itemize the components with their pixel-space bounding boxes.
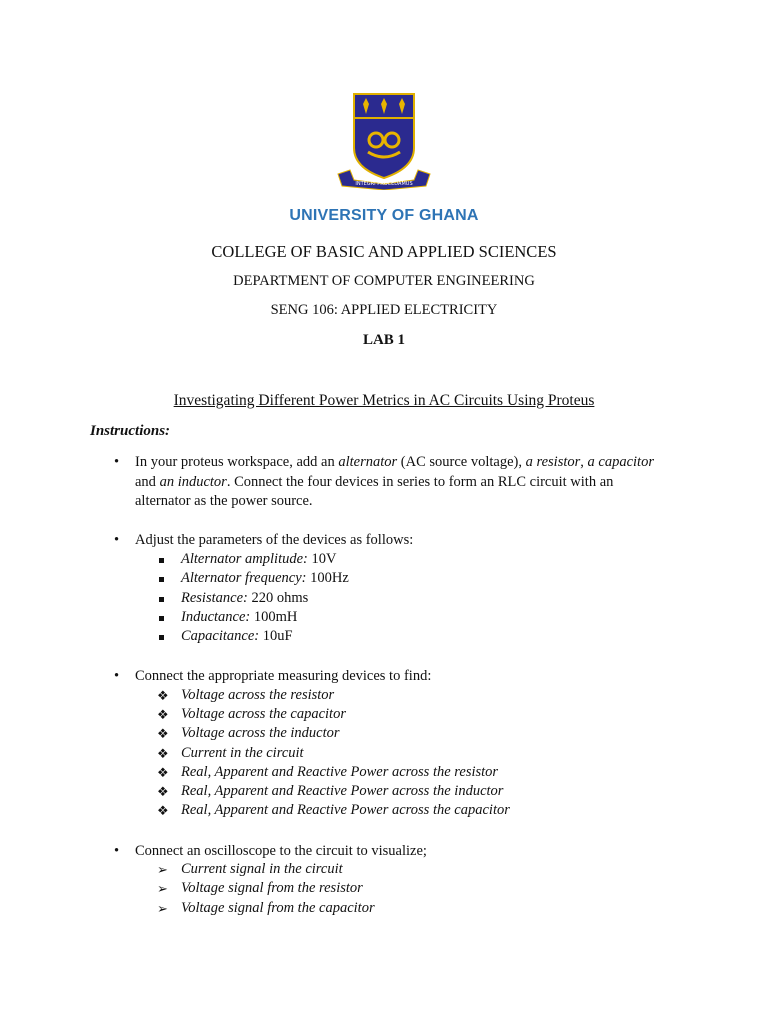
measure-item: Real, Apparent and Reactive Power across the resistor — [181, 764, 499, 780]
square-bullet — [159, 577, 164, 582]
diamond-bullet-icon: ❖ — [157, 784, 169, 799]
measure-item: Voltage across the capacitor — [181, 706, 346, 722]
square-bullet — [159, 635, 164, 640]
measure-item: Voltage across the inductor — [181, 725, 340, 741]
instructions-heading: Instructions: — [90, 423, 171, 439]
course-title: SENG 106: APPLIED ELECTRICITY — [270, 302, 498, 318]
bullet-dot: • — [114, 532, 120, 548]
diamond-bullet-icon: ❖ — [157, 688, 169, 703]
svg-text:INTEGRI PROCEDAMUS: INTEGRI PROCEDAMUS — [355, 181, 413, 187]
param-item: Inductance: 100mH — [181, 609, 298, 625]
square-bullet — [159, 558, 164, 563]
instruction-4: Connect an oscilloscope to the circuit to visualize; — [135, 843, 427, 859]
signal-item: Voltage signal from the resistor — [181, 880, 363, 896]
measure-item: Real, Apparent and Reactive Power across the capacitor — [181, 802, 510, 818]
diamond-bullet-icon: ❖ — [157, 707, 169, 722]
param-item: Alternator amplitude: 10V — [181, 551, 337, 567]
square-bullet — [159, 616, 164, 621]
signal-item: Voltage signal from the capacitor — [181, 900, 375, 916]
diamond-bullet-icon: ❖ — [157, 765, 169, 780]
diamond-bullet-icon: ❖ — [157, 726, 169, 741]
instruction-1: In your proteus workspace, add an alternator (AC source voltage), a resistor, a capacitor and an inductor. Connect the four devices in series to form an RLC circuit with an alternator as the power source. — [135, 454, 654, 509]
diamond-bullet-icon: ❖ — [157, 803, 169, 818]
bullet-dot: • — [114, 668, 120, 684]
arrow-bullet-icon: ➢ — [157, 862, 168, 877]
instruction-2: Adjust the parameters of the devices as follows: — [135, 532, 414, 548]
department-name: DEPARTMENT OF COMPUTER ENGINEERING — [233, 273, 535, 289]
measure-item: Voltage across the resistor — [181, 687, 335, 703]
university-crest-logo — [334, 90, 434, 190]
measure-item: Real, Apparent and Reactive Power across the inductor — [181, 783, 504, 799]
bullet-dot: • — [114, 843, 120, 859]
bullet-dot: • — [114, 454, 120, 470]
measure-item: Current in the circuit — [181, 745, 304, 761]
lab-topic: Investigating Different Power Metrics in AC Circuits Using Proteus — [173, 392, 595, 409]
arrow-bullet-icon: ➢ — [157, 901, 168, 916]
instruction-3: Connect the appropriate measuring devices to find: — [135, 668, 432, 684]
square-bullet — [159, 597, 164, 602]
lab-title: LAB 1 — [362, 332, 406, 348]
college-name: COLLEGE OF BASIC AND APPLIED SCIENCES — [211, 242, 557, 261]
param-item: Alternator frequency: 100Hz — [181, 570, 349, 586]
diamond-bullet-icon: ❖ — [157, 746, 169, 761]
university-name: UNIVERSITY OF GHANA — [289, 207, 479, 224]
param-item: Capacitance: 10uF — [181, 628, 293, 644]
param-item: Resistance: 220 ohms — [181, 590, 309, 606]
signal-item: Current signal in the circuit — [181, 861, 343, 877]
arrow-bullet-icon: ➢ — [157, 881, 168, 896]
